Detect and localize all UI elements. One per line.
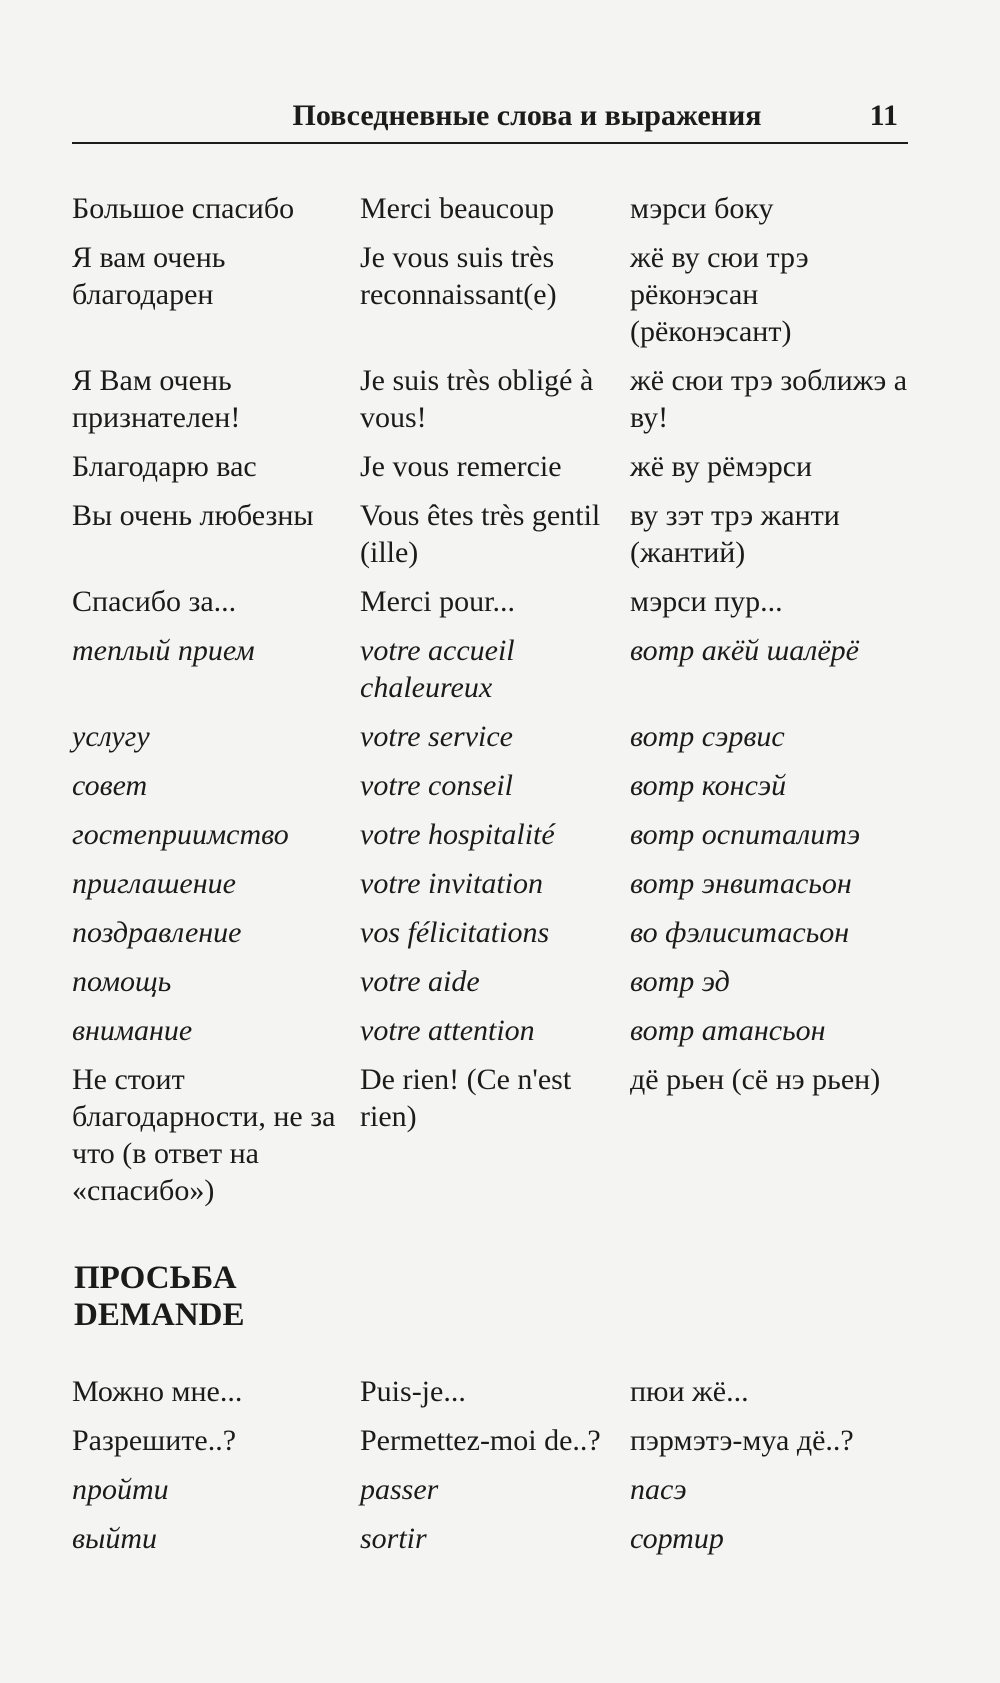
transcription: вотр эд xyxy=(630,965,730,998)
phrase-row xyxy=(72,190,932,227)
phrase-row xyxy=(72,239,932,350)
transcription: дё рьен (сё нэ рьен) xyxy=(630,1063,881,1096)
transcription: вотр консэй xyxy=(630,769,787,802)
russian-phrase: Не стоит благодарности, не за что (в ответ на «спасибо») xyxy=(72,1063,336,1207)
russian-phrase: гостеприимство xyxy=(72,818,289,851)
phrase-row xyxy=(72,632,932,706)
transcription: жё ву рёмэрси xyxy=(630,450,813,483)
russian-phrase: Большое спасибо xyxy=(72,192,295,225)
transcription: пасэ xyxy=(630,1473,687,1506)
french-phrase: votre service xyxy=(360,720,513,753)
section-title xyxy=(74,1260,245,1334)
request-phrase-table xyxy=(72,1373,932,1569)
page-number: 11 xyxy=(869,99,898,132)
transcription: вотр оспиталитэ xyxy=(630,818,861,851)
transcription: пэрмэтэ-муа дё..? xyxy=(630,1424,854,1457)
header-title: Повседневные слова и выражения xyxy=(292,99,762,132)
phrase-row xyxy=(72,1520,932,1557)
transcription: вотр акёй шалёрё xyxy=(630,634,859,667)
french-phrase: Je suis très obligé à vous! xyxy=(360,364,594,434)
french-phrase: votre invitation xyxy=(360,867,544,900)
phrase-row xyxy=(72,362,932,436)
transcription: жё ву сюи трэ рёконэсан (рёконэсант) xyxy=(630,241,809,348)
russian-phrase: Я Вам очень признателен! xyxy=(72,364,241,434)
russian-phrase: выйти xyxy=(72,1522,158,1555)
french-phrase: Je vous suis très reconnaissant(e) xyxy=(360,241,557,311)
russian-phrase: Благодарю вас xyxy=(72,450,257,483)
russian-phrase: теплый прием xyxy=(72,634,255,667)
phrase-row xyxy=(72,1061,932,1209)
section-title-ru: ПРОСЬБА xyxy=(74,1260,237,1296)
transcription: во фэлиситасьон xyxy=(630,916,850,949)
running-header xyxy=(72,96,908,144)
phrase-row xyxy=(72,865,932,902)
french-phrase: Je vous remercie xyxy=(360,450,562,483)
transcription: мэрси боку xyxy=(630,192,774,225)
russian-phrase: помощь xyxy=(72,965,172,998)
french-phrase: Merci pour... xyxy=(360,585,515,618)
russian-phrase: услугу xyxy=(72,720,150,753)
french-phrase: Puis-je... xyxy=(360,1375,466,1408)
french-phrase: votre attention xyxy=(360,1014,535,1047)
transcription: ву зэт трэ жанти (жантий) xyxy=(630,499,840,569)
french-phrase: passer xyxy=(360,1473,439,1506)
french-phrase: De rien! (Ce n'est rien) xyxy=(360,1063,572,1133)
transcription: сортир xyxy=(630,1522,724,1555)
french-phrase: Merci beaucoup xyxy=(360,192,555,225)
russian-phrase: пройти xyxy=(72,1473,169,1506)
phrase-row xyxy=(72,1012,932,1049)
transcription: вотр энвитасьон xyxy=(630,867,852,900)
transcription: вотр сэрвис xyxy=(630,720,785,753)
french-phrase: Permettez-moi de..? xyxy=(360,1424,601,1457)
transcription: вотр атансьон xyxy=(630,1014,826,1047)
phrase-row xyxy=(72,718,932,755)
french-phrase: votre conseil xyxy=(360,769,514,802)
phrase-row xyxy=(72,1373,932,1410)
phrase-row xyxy=(72,816,932,853)
phrase-row xyxy=(72,1471,932,1508)
phrase-row xyxy=(72,963,932,1000)
thanks-phrase-table xyxy=(72,190,932,1221)
french-phrase: sortir xyxy=(360,1522,427,1555)
phrase-row xyxy=(72,497,932,571)
russian-phrase: поздравление xyxy=(72,916,242,949)
phrase-row xyxy=(72,767,932,804)
phrase-row xyxy=(72,583,932,620)
russian-phrase: Вы очень любезны xyxy=(72,499,314,532)
russian-phrase: совет xyxy=(72,769,148,802)
russian-phrase: Можно мне... xyxy=(72,1375,243,1408)
section-title-fr: DEMANDE xyxy=(74,1297,245,1333)
russian-phrase: Я вам очень благодарен xyxy=(72,241,226,311)
russian-phrase: приглашение xyxy=(72,867,236,900)
russian-phrase: Разрешите..? xyxy=(72,1424,237,1457)
phrase-row xyxy=(72,448,932,485)
transcription: мэрси пур... xyxy=(630,585,783,618)
french-phrase: Vous êtes très gentil (ille) xyxy=(360,499,601,569)
phrase-row xyxy=(72,1422,932,1459)
phrase-row xyxy=(72,914,932,951)
russian-phrase: внимание xyxy=(72,1014,193,1047)
french-phrase: votre hospitalité xyxy=(360,818,555,851)
russian-phrase: Спасибо за... xyxy=(72,585,237,618)
transcription: жё сюи трэ зоближэ а ву! xyxy=(630,364,908,434)
french-phrase: votre aide xyxy=(360,965,480,998)
french-phrase: votre accueil chaleureux xyxy=(360,634,515,704)
french-phrase: vos félicitations xyxy=(360,916,550,949)
transcription: пюи жё... xyxy=(630,1375,749,1408)
